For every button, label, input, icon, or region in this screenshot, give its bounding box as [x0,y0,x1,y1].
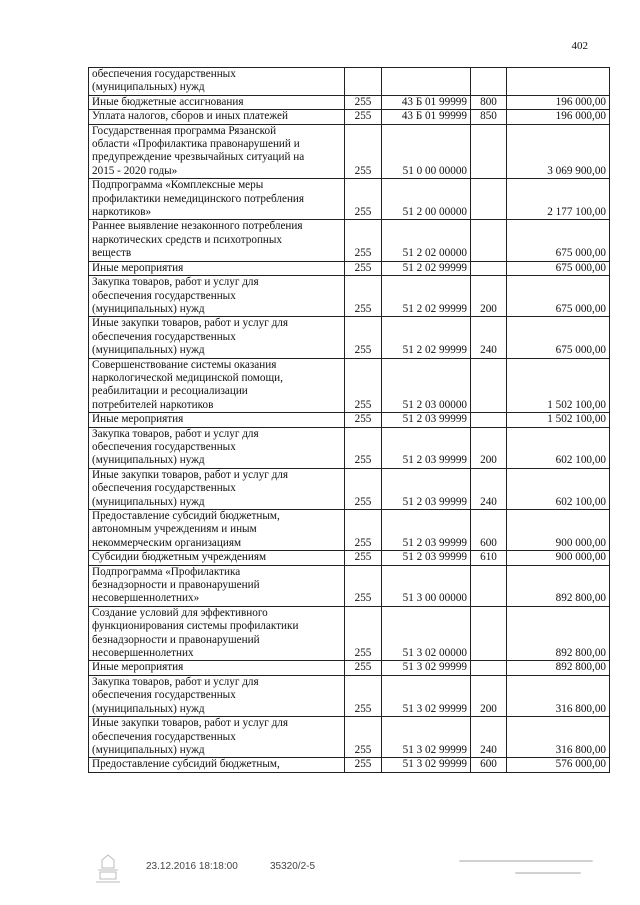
expense-type-cell [471,261,507,275]
ved-code-cell: 255 [345,717,382,758]
amount-cell: 1 502 100,00 [507,413,610,427]
target-article-cell: 51 2 02 99999 [382,317,471,358]
target-article-cell: 51 2 03 99999 [382,510,471,551]
expense-type-cell [471,68,507,96]
amount-cell: 675 000,00 [507,276,610,317]
expense-type-cell [471,661,507,675]
target-article-cell [382,68,471,96]
row-name-cell: Иные мероприятия [89,261,345,275]
amount-cell: 892 800,00 [507,661,610,675]
expense-type-cell [471,220,507,261]
target-article-cell: 51 0 00 00000 [382,124,471,179]
expense-type-cell: 600 [471,758,507,772]
ved-code-cell: 255 [345,220,382,261]
row-name-cell: Иные мероприятия [89,661,345,675]
ved-code-cell: 255 [345,276,382,317]
amount-cell: 196 000,00 [507,110,610,124]
target-article-cell: 51 2 03 99999 [382,427,471,468]
target-article-cell: 51 3 02 99999 [382,758,471,772]
row-name-cell: Закупка товаров, работ и услуг для обеспечения государственных (муниципальных) нужд [89,675,345,716]
amount-cell: 675 000,00 [507,220,610,261]
amount-cell: 892 800,00 [507,565,610,606]
ved-code-cell: 255 [345,758,382,772]
table-row [89,510,610,551]
table-row [89,358,610,413]
table-row [89,758,610,772]
table-row [89,317,610,358]
ved-code-cell: 255 [345,675,382,716]
row-name-cell: Предоставление субсидий бюджетным, [89,758,345,772]
emblem-icon [88,852,128,886]
row-name-cell: Субсидии бюджетным учреждениям [89,551,345,565]
ved-code-cell: 255 [345,358,382,413]
table-row [89,68,610,96]
ved-code-cell: 255 [345,413,382,427]
table-row [89,606,610,661]
row-name-cell: Совершенствование системы оказания наркологической медицинской помощи, реабилитации и ресоциализации потребителей наркотиков [89,358,345,413]
ved-code-cell: 255 [345,124,382,179]
target-article-cell: 51 3 02 99999 [382,717,471,758]
target-article-cell: 43 Б 01 99999 [382,110,471,124]
table-row [89,276,610,317]
row-name-cell: Иные бюджетные ассигнования [89,95,345,109]
expense-type-cell: 610 [471,551,507,565]
expense-type-cell: 800 [471,95,507,109]
expense-type-cell: 200 [471,675,507,716]
ved-code-cell: 255 [345,551,382,565]
table-row [89,565,610,606]
amount-cell [507,68,610,96]
table-row [89,468,610,509]
expense-type-cell [471,413,507,427]
faded-stamp-icon [456,853,596,881]
table-row [89,110,610,124]
expense-type-cell [471,606,507,661]
target-article-cell: 51 3 02 99999 [382,661,471,675]
target-article-cell: 51 2 03 99999 [382,551,471,565]
amount-cell: 316 800,00 [507,675,610,716]
amount-cell: 3 069 900,00 [507,124,610,179]
amount-cell: 900 000,00 [507,551,610,565]
expense-type-cell [471,565,507,606]
amount-cell: 602 100,00 [507,427,610,468]
ved-code-cell: 255 [345,606,382,661]
row-name-cell: Государственная программа Рязанской области «Профилактика правонарушений и предупреждение чрезвычайных ситуаций на 2015 - 2020 годы» [89,124,345,179]
expense-type-cell: 240 [471,317,507,358]
row-name-cell: Подпрограмма «Профилактика безнадзорности и правонарушений несовершеннолетних» [89,565,345,606]
ved-code-cell: 255 [345,110,382,124]
table-row [89,179,610,220]
table-row [89,124,610,179]
expense-type-cell [471,124,507,179]
ved-code-cell: 255 [345,468,382,509]
amount-cell: 196 000,00 [507,95,610,109]
expense-type-cell [471,179,507,220]
expense-type-cell: 600 [471,510,507,551]
table-row [89,717,610,758]
expense-type-cell: 200 [471,276,507,317]
amount-cell: 675 000,00 [507,317,610,358]
amount-cell: 675 000,00 [507,261,610,275]
row-name-cell: Предоставление субсидий бюджетным, автономным учреждениям и иным некоммерческим организациям [89,510,345,551]
row-name-cell: Уплата налогов, сборов и иных платежей [89,110,345,124]
row-name-cell: Закупка товаров, работ и услуг для обеспечения государственных (муниципальных) нужд [89,276,345,317]
amount-cell: 316 800,00 [507,717,610,758]
target-article-cell: 51 2 02 99999 [382,276,471,317]
amount-cell: 1 502 100,00 [507,358,610,413]
budget-table [88,67,610,773]
expense-type-cell [471,358,507,413]
row-name-cell: Раннее выявление незаконного потребления наркотических средств и психотропных веществ [89,220,345,261]
amount-cell: 2 177 100,00 [507,179,610,220]
target-article-cell: 51 2 03 00000 [382,358,471,413]
footer-date: 23.12.2016 18:18:00 [146,861,238,872]
row-name-cell: Подпрограмма «Комплексные меры профилактики немедицинского потребления наркотиков» [89,179,345,220]
table-row [89,675,610,716]
row-name-cell: Иные закупки товаров, работ и услуг для обеспечения государственных (муниципальных) нужд [89,317,345,358]
expense-type-cell: 200 [471,427,507,468]
row-name-cell: Иные мероприятия [89,413,345,427]
table-row [89,551,610,565]
amount-cell: 892 800,00 [507,606,610,661]
amount-cell: 602 100,00 [507,468,610,509]
table-row [89,95,610,109]
target-article-cell: 43 Б 01 99999 [382,95,471,109]
table-row [89,661,610,675]
table-row [89,220,610,261]
target-article-cell: 51 2 02 99999 [382,261,471,275]
ved-code-cell: 255 [345,510,382,551]
ved-code-cell: 255 [345,661,382,675]
ved-code-cell: 255 [345,95,382,109]
table-row [89,413,610,427]
row-name-cell: Закупка товаров, работ и услуг для обеспечения государственных (муниципальных) нужд [89,427,345,468]
amount-cell: 900 000,00 [507,510,610,551]
page-number: 402 [571,40,588,52]
row-name-cell: Создание условий для эффективного функционирования системы профилактики безнадзорности и правонарушений несовершеннолетних [89,606,345,661]
target-article-cell: 51 3 02 00000 [382,606,471,661]
ved-code-cell: 255 [345,261,382,275]
footer-code: 35320/2-5 [270,861,316,872]
expense-type-cell: 240 [471,717,507,758]
row-name-cell: Иные закупки товаров, работ и услуг для обеспечения государственных (муниципальных) нужд [89,717,345,758]
table-row [89,261,610,275]
expense-type-cell: 240 [471,468,507,509]
ved-code-cell [345,68,382,96]
ved-code-cell: 255 [345,565,382,606]
target-article-cell: 51 3 02 99999 [382,675,471,716]
row-name-cell: Иные закупки товаров, работ и услуг для обеспечения государственных (муниципальных) нужд [89,468,345,509]
amount-cell: 576 000,00 [507,758,610,772]
target-article-cell: 51 2 03 99999 [382,468,471,509]
ved-code-cell: 255 [345,179,382,220]
target-article-cell: 51 3 00 00000 [382,565,471,606]
row-name-cell: обеспечения государственных (муниципальных) нужд [89,68,345,96]
target-article-cell: 51 2 02 00000 [382,220,471,261]
expense-type-cell: 850 [471,110,507,124]
ved-code-cell: 255 [345,317,382,358]
ved-code-cell: 255 [345,427,382,468]
target-article-cell: 51 2 00 00000 [382,179,471,220]
target-article-cell: 51 2 03 99999 [382,413,471,427]
table-row [89,427,610,468]
